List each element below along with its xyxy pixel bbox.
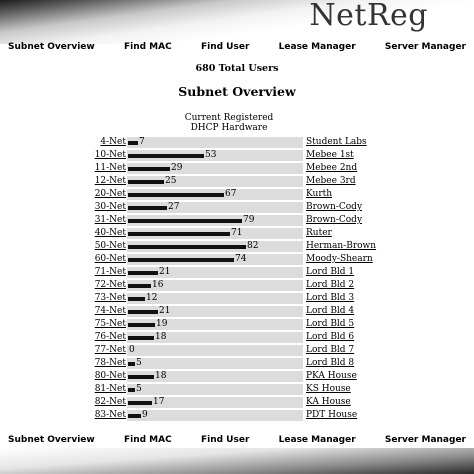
page-title: Subnet Overview (178, 84, 296, 99)
location-link[interactable]: Lord Bld 7 (306, 345, 355, 355)
location-link[interactable]: Lord Bld 4 (306, 306, 355, 316)
table-row (0, 214, 474, 227)
count-value: 17 (153, 397, 165, 407)
count-bar (128, 193, 224, 197)
bar-track (127, 345, 303, 356)
netreg-logo: NetReg (309, 0, 428, 33)
table-row (0, 396, 474, 409)
top-nav (8, 42, 466, 56)
nav-lease-manager[interactable]: Lease Manager (278, 435, 356, 445)
nav-find-user[interactable]: Find User (200, 435, 250, 445)
nav-lease-manager[interactable]: Lease Manager (278, 42, 356, 52)
bar-track (127, 332, 303, 343)
nav-server-manager[interactable]: Server Manager (384, 42, 466, 52)
subnet-link[interactable]: 50-Net (94, 241, 126, 251)
count-value: 18 (155, 371, 167, 381)
count-bar (128, 284, 151, 288)
location-link[interactable]: Lord Bld 6 (306, 332, 355, 342)
count-value: 53 (205, 150, 217, 160)
count-value: 29 (171, 163, 183, 173)
location-link[interactable]: Mebee 1st (306, 150, 354, 160)
count-bar (128, 297, 145, 301)
location-link[interactable]: Lord Bld 2 (306, 280, 355, 290)
bar-track (127, 267, 303, 278)
count-bar (128, 310, 158, 314)
column-heading-line1: Current Registered (184, 113, 274, 123)
subnet-link[interactable]: 31-Net (94, 215, 126, 225)
location-link[interactable]: Herman-Brown (306, 241, 377, 251)
subnet-link[interactable]: 20-Net (94, 189, 126, 199)
column-heading (129, 113, 329, 133)
count-bar (128, 232, 230, 236)
subnet-link[interactable]: 4-Net (100, 137, 126, 147)
location-link[interactable]: Lord Bld 3 (306, 293, 355, 303)
subnet-link[interactable]: 75-Net (94, 319, 126, 329)
location-link[interactable]: Brown-Cody (306, 215, 363, 225)
bar-track (127, 254, 303, 265)
location-link[interactable]: Student Labs (306, 137, 367, 147)
location-link[interactable]: PDT House (306, 410, 358, 420)
table-row (0, 266, 474, 279)
location-link[interactable]: Lord Bld 8 (306, 358, 355, 368)
count-value: 12 (146, 293, 158, 303)
table-row (0, 136, 474, 149)
location-link[interactable]: PKA House (306, 371, 357, 381)
count-value: 21 (159, 306, 171, 316)
bar-track (127, 202, 303, 213)
bar-track (127, 293, 303, 304)
total-users: 680 Total Users (195, 63, 279, 74)
count-value: 16 (152, 280, 164, 290)
bar-track (127, 306, 303, 317)
count-value: 71 (231, 228, 243, 238)
subnet-link[interactable]: 71-Net (94, 267, 126, 277)
table-row (0, 383, 474, 396)
subnet-link[interactable]: 83-Net (94, 410, 126, 420)
footer-band (0, 448, 474, 474)
table-row (0, 409, 474, 422)
table-row (0, 227, 474, 240)
bar-track (127, 358, 303, 369)
count-bar (128, 180, 164, 184)
count-bar (128, 323, 155, 327)
location-link[interactable]: Ruter (306, 228, 332, 238)
subnet-link[interactable]: 12-Net (94, 176, 126, 186)
count-bar (128, 362, 135, 366)
table-row (0, 292, 474, 305)
subnet-link[interactable]: 72-Net (94, 280, 126, 290)
bar-track (127, 137, 303, 148)
count-value: 67 (225, 189, 237, 199)
nav-subnet-overview[interactable]: Subnet Overview (8, 42, 95, 52)
table-row (0, 175, 474, 188)
table-row (0, 201, 474, 214)
subnet-link[interactable]: 11-Net (94, 163, 126, 173)
count-value: 7 (139, 137, 145, 147)
count-bar (128, 154, 204, 158)
subnet-link[interactable]: 60-Net (94, 254, 126, 264)
count-bar (128, 245, 246, 249)
nav-server-manager[interactable]: Server Manager (384, 435, 466, 445)
table-row (0, 344, 474, 357)
bar-track (127, 241, 303, 252)
table-row (0, 279, 474, 292)
table-row (0, 149, 474, 162)
bar-track (127, 163, 303, 174)
count-bar (128, 271, 158, 275)
bar-track (127, 397, 303, 408)
count-value: 5 (136, 358, 142, 368)
bar-track (127, 215, 303, 226)
subnet-link[interactable]: 82-Net (94, 397, 126, 407)
location-link[interactable]: Mebee 2nd (306, 163, 358, 173)
count-value: 5 (136, 384, 142, 394)
count-value: 19 (156, 319, 168, 329)
count-value: 18 (155, 332, 167, 342)
count-bar (128, 219, 242, 223)
subnet-table (0, 136, 474, 422)
bar-track (127, 280, 303, 291)
subnet-link[interactable]: 76-Net (94, 332, 126, 342)
bar-track (127, 371, 303, 382)
bar-track (127, 176, 303, 187)
count-value: 21 (159, 267, 171, 277)
count-value: 82 (247, 241, 259, 251)
subnet-link[interactable]: 81-Net (94, 384, 126, 394)
count-value: 0 (129, 345, 135, 355)
table-row (0, 253, 474, 266)
count-bar (128, 375, 154, 379)
bar-track (127, 150, 303, 161)
subnet-link[interactable]: 40-Net (94, 228, 126, 238)
location-link[interactable]: Brown-Cody (306, 202, 363, 212)
bar-track (127, 410, 303, 421)
table-row (0, 318, 474, 331)
table-row (0, 162, 474, 175)
nav-find-mac[interactable]: Find MAC (123, 435, 172, 445)
count-value: 9 (142, 410, 148, 420)
count-bar (128, 141, 138, 145)
location-link[interactable]: Mebee 3rd (306, 176, 356, 186)
count-bar (128, 336, 154, 340)
bottom-nav (8, 435, 466, 449)
count-value: 27 (168, 202, 180, 212)
count-bar (128, 206, 167, 210)
count-bar (128, 401, 152, 405)
count-bar (128, 258, 234, 262)
count-value: 25 (165, 176, 177, 186)
count-value: 74 (235, 254, 247, 264)
table-row (0, 370, 474, 383)
subnet-link[interactable]: 30-Net (94, 202, 126, 212)
location-link[interactable]: KS House (306, 384, 351, 394)
location-link[interactable]: Lord Bld 5 (306, 319, 355, 329)
location-link[interactable]: KA House (306, 397, 351, 407)
subnet-link[interactable]: 73-Net (94, 293, 126, 303)
count-value: 79 (243, 215, 255, 225)
nav-find-mac[interactable]: Find MAC (123, 42, 172, 52)
column-heading-line2: DHCP Hardware (190, 123, 268, 133)
subnet-link[interactable]: 77-Net (94, 345, 126, 355)
subnet-link[interactable]: 74-Net (94, 306, 126, 316)
nav-find-user[interactable]: Find User (200, 42, 250, 52)
table-row (0, 305, 474, 318)
subnet-link[interactable]: 78-Net (94, 358, 126, 368)
table-row (0, 331, 474, 344)
bar-track (127, 384, 303, 395)
subnet-link[interactable]: 80-Net (94, 371, 126, 381)
bar-track (127, 319, 303, 330)
table-row (0, 357, 474, 370)
count-bar (128, 414, 141, 418)
location-link[interactable]: Kurth (306, 189, 333, 199)
table-row (0, 240, 474, 253)
location-link[interactable]: Moody-Shearn (306, 254, 373, 264)
nav-subnet-overview[interactable]: Subnet Overview (8, 435, 95, 445)
count-bar (128, 167, 170, 171)
location-link[interactable]: Lord Bld 1 (306, 267, 355, 277)
table-row (0, 188, 474, 201)
bar-track (127, 189, 303, 200)
subnet-link[interactable]: 10-Net (94, 150, 126, 160)
bar-track (127, 228, 303, 239)
count-bar (128, 388, 135, 392)
